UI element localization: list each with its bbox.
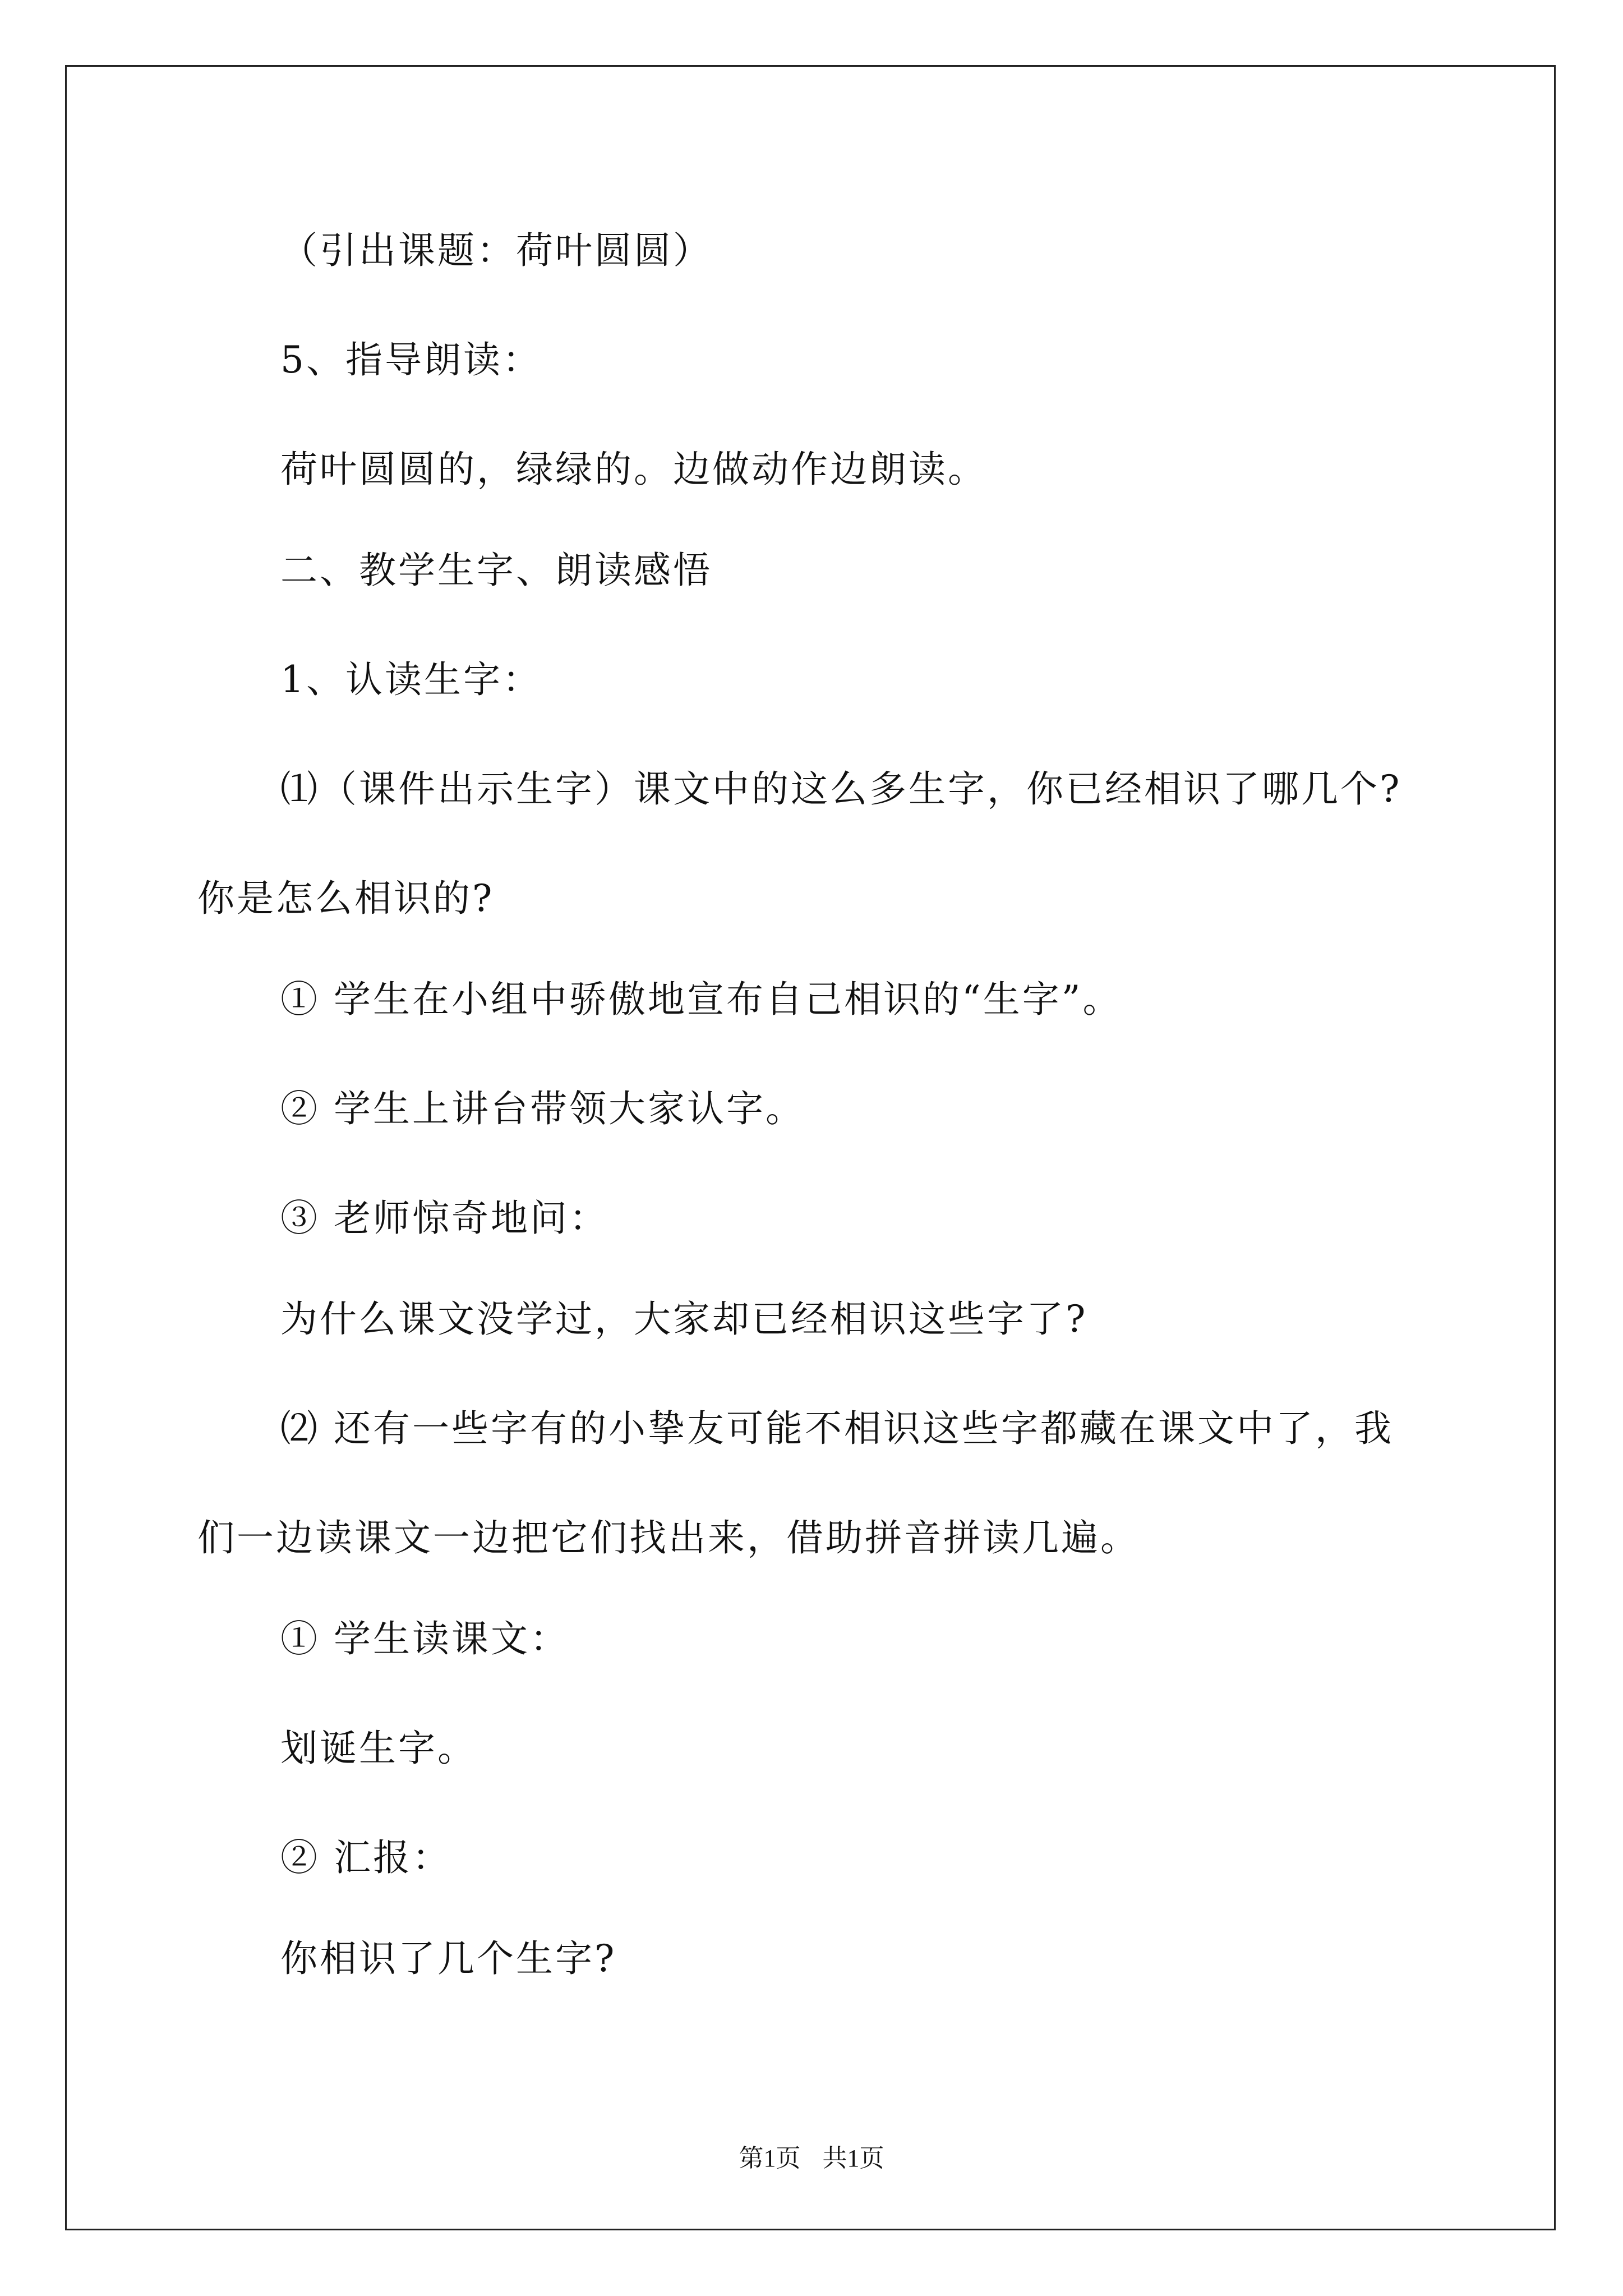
page-border <box>65 65 1556 2230</box>
text-line: 你相识了几个生字? <box>280 1937 617 1980</box>
page-number-current: 第1页 <box>739 2145 801 2172</box>
text-line: （引出课题：荷叶圆圆） <box>280 229 712 272</box>
text-line: 荷叶圆圆的，绿绿的。边做动作边朗读。 <box>280 448 987 491</box>
text-line: 二、教学生字、朗读感悟 <box>280 549 712 592</box>
text-line: 为什么课文没学过，大家却已经相识这些字了? <box>280 1297 1088 1341</box>
text-line: ② 学生上讲台带领大家认字。 <box>280 1087 805 1130</box>
page-number-total: 共1页 <box>822 2145 884 2172</box>
text-line: ② 汇报： <box>280 1836 451 1879</box>
text-line: 你是怎么相识的? <box>197 877 495 920</box>
text-line: 划诞生字。 <box>280 1727 477 1770</box>
text-line: 1、认读生字： <box>280 658 542 701</box>
text-line: ① 学生读课文： <box>280 1617 569 1660</box>
text-line: ① 学生在小组中骄傲地宣布自己相识的“生字”。 <box>280 978 1122 1021</box>
text-line: 5、指导朗读： <box>280 338 542 381</box>
text-line: 们一边读课文一边把它们找出来，借助拼音拼读几遍。 <box>197 1516 1140 1559</box>
text-line: ⑵ 还有一些字有的小挚友可能不相识这些字都藏在课文中了，我 <box>280 1407 1394 1450</box>
text-line: ③ 老师惊奇地问： <box>280 1197 608 1240</box>
text-line: ⑴（课件出示生字）课文中的这么多生字，你已经相识了哪几个? <box>280 767 1402 811</box>
page-footer <box>0 2142 1623 2175</box>
